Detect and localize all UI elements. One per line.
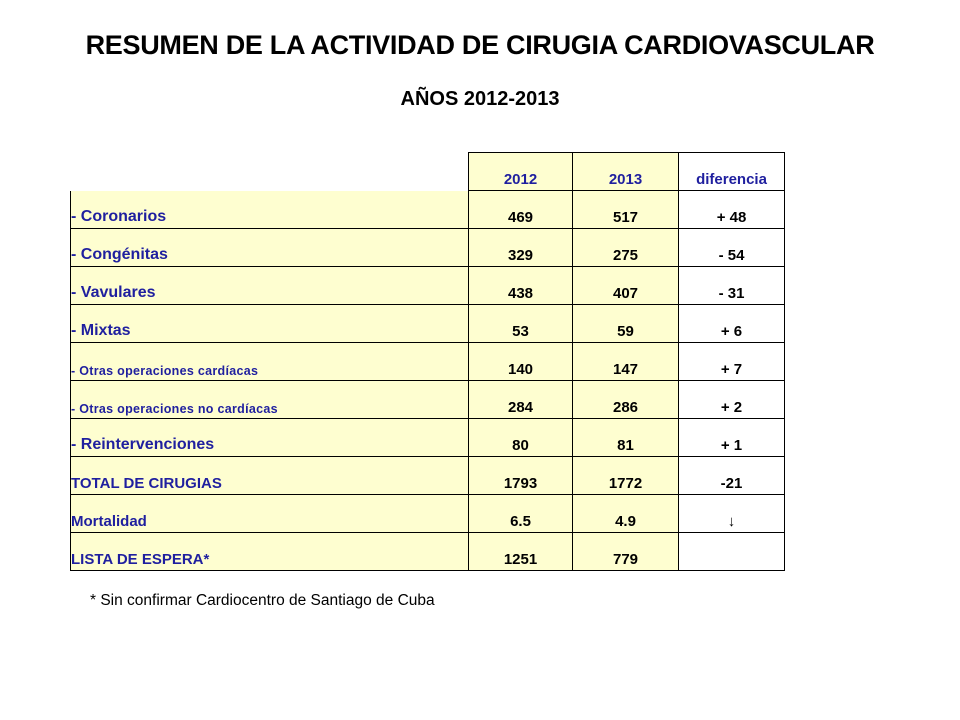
cell-2012: 469 xyxy=(469,191,573,229)
cell-2013: 147 xyxy=(573,343,679,381)
cell-diferencia: -21 xyxy=(679,457,785,495)
cell-2012: 140 xyxy=(469,343,573,381)
cell-2013: 286 xyxy=(573,381,679,419)
table-row xyxy=(71,381,785,419)
cell-diferencia: + 6 xyxy=(679,305,785,343)
cell-2012: 1251 xyxy=(469,533,573,571)
cell-diferencia: - 54 xyxy=(679,229,785,267)
cell-diferencia xyxy=(679,533,785,571)
table-row xyxy=(71,495,785,533)
cell-2013: 779 xyxy=(573,533,679,571)
cell-diferencia: + 7 xyxy=(679,343,785,381)
table-row xyxy=(71,305,785,343)
row-label-total: TOTAL DE CIRUGIAS xyxy=(71,475,222,492)
row-label-mixtas: - Mixtas xyxy=(71,322,131,339)
table-header-row xyxy=(71,153,785,191)
cell-2012: 284 xyxy=(469,381,573,419)
cell-diferencia: + 48 xyxy=(679,191,785,229)
row-label-otras-cardiacas: - Otras operaciones cardíacas xyxy=(71,364,259,378)
table-row xyxy=(71,457,785,495)
table-row xyxy=(71,191,785,229)
page-subtitle: AÑOS 2012-2013 xyxy=(400,88,560,110)
cell-2012: 80 xyxy=(469,419,573,457)
cell-2012: 6.5 xyxy=(469,495,573,533)
cell-2013: 59 xyxy=(573,305,679,343)
row-label-coronarios: - Coronarios xyxy=(71,208,167,225)
table-row xyxy=(71,533,785,571)
header-2012: 2012 xyxy=(469,153,573,191)
cell-2012: 329 xyxy=(469,229,573,267)
table-row xyxy=(71,343,785,381)
row-label-vavulares: - Vavulares xyxy=(71,284,156,301)
down-arrow-icon: ↓ xyxy=(679,495,785,533)
cell-2012: 438 xyxy=(469,267,573,305)
header-empty-cell xyxy=(71,153,469,191)
row-label-otras-no-cardiacas: - Otras operaciones no cardíacas xyxy=(71,402,278,416)
row-label-mortalidad: Mortalidad xyxy=(71,513,147,530)
table-row xyxy=(71,229,785,267)
cell-2013: 4.9 xyxy=(573,495,679,533)
cell-2013: 517 xyxy=(573,191,679,229)
table-row xyxy=(71,267,785,305)
cell-diferencia: + 2 xyxy=(679,381,785,419)
cell-2013: 407 xyxy=(573,267,679,305)
header-2013: 2013 xyxy=(573,153,679,191)
row-label-lista-espera: LISTA DE ESPERA* xyxy=(71,551,210,568)
footnote: * Sin confirmar Cardiocentro de Santiago de Cuba xyxy=(90,592,435,609)
table-row xyxy=(71,419,785,457)
row-label-congenitas: - Congénitas xyxy=(71,246,168,263)
cell-2013: 1772 xyxy=(573,457,679,495)
cell-diferencia: - 31 xyxy=(679,267,785,305)
header-diferencia: diferencia xyxy=(679,153,785,191)
row-label-reintervenciones: - Reintervenciones xyxy=(71,436,215,453)
cell-diferencia: + 1 xyxy=(679,419,785,457)
surgery-activity-table xyxy=(70,152,785,571)
cell-2013: 81 xyxy=(573,419,679,457)
cell-2012: 1793 xyxy=(469,457,573,495)
cell-2013: 275 xyxy=(573,229,679,267)
page-title: RESUMEN DE LA ACTIVIDAD DE CIRUGIA CARDIOVASCULAR xyxy=(85,30,875,60)
cell-2012: 53 xyxy=(469,305,573,343)
